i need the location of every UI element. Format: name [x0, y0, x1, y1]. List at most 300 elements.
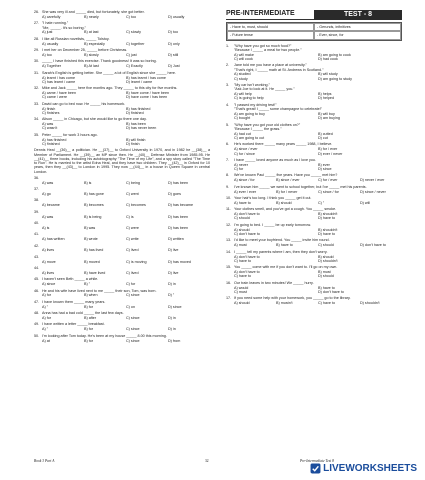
answer-option[interactable]: D) in	[168, 316, 176, 321]
answer-options	[234, 201, 402, 205]
answer-option[interactable]: A) carefully	[42, 14, 61, 19]
answer-option[interactable]: D) should	[318, 274, 334, 279]
question-stem	[34, 255, 210, 259]
question-text: I'm looking after Tom today. He's been at my house _____ 8.00 this morning.	[42, 333, 167, 338]
answer-options	[234, 112, 402, 121]
answer-option[interactable]: C) becomes	[126, 203, 146, 208]
answer-option[interactable]: A) was	[42, 180, 54, 185]
answer-options	[234, 255, 402, 264]
question-stem	[34, 59, 210, 63]
answer-option[interactable]: A) studied	[234, 72, 251, 77]
question-number: 29.	[34, 48, 40, 53]
answer-option[interactable]: D) helped	[318, 96, 334, 101]
answer-options	[42, 203, 210, 207]
answer-options	[42, 53, 210, 57]
question-stem	[226, 123, 402, 132]
question-item	[34, 117, 210, 130]
answer-option[interactable]: B) have to	[318, 285, 335, 290]
answer-option[interactable]: A) go	[42, 191, 51, 196]
question-item	[226, 238, 402, 247]
answer-option[interactable]: D) still	[168, 52, 179, 57]
answer-option[interactable]: D) have to	[318, 216, 336, 221]
answer-option[interactable]: A) am going to buy	[234, 111, 265, 116]
question-item	[226, 250, 402, 263]
question-text: Our train leaves in two minutes! We _____ hurry.	[234, 280, 314, 285]
answer-option[interactable]: C) should	[234, 216, 250, 221]
question-text: Your hair's too long. I think you _____ get it cut.	[234, 196, 312, 201]
answer-options	[42, 316, 210, 320]
answer-options	[42, 30, 210, 34]
answer-option[interactable]: C) lived	[126, 248, 139, 253]
answer-option[interactable]: B) especially	[84, 41, 105, 46]
answer-option[interactable]: B) for	[84, 327, 94, 332]
answer-option[interactable]: D) learnt / came	[126, 79, 153, 84]
answer-option[interactable]: C) have to	[234, 274, 252, 279]
answer-option[interactable]: A) for	[42, 293, 52, 298]
question-stem	[226, 103, 402, 112]
question-stem	[34, 37, 210, 41]
question-stem	[34, 21, 210, 30]
answer-option[interactable]: D) live	[168, 270, 179, 275]
answer-option[interactable]: A) just	[42, 30, 53, 35]
question-number: 33.	[34, 101, 40, 106]
answer-option[interactable]: A) never	[234, 162, 248, 167]
answer-option[interactable]: A) ever / ever	[234, 189, 257, 194]
answer-option[interactable]: A) must	[234, 243, 247, 248]
answer-option[interactable]: D) shouldn't	[318, 258, 338, 263]
answer-options	[42, 282, 210, 286]
question-text: I have known them _____ many years.	[42, 299, 106, 304]
answer-option[interactable]: A) don't have to	[234, 254, 260, 259]
question-number: 47.	[34, 299, 40, 304]
answer-option[interactable]: D) am going to study	[318, 76, 353, 81]
answer-option[interactable]: C) is	[126, 214, 134, 219]
answer-options	[42, 42, 210, 46]
answer-option[interactable]: A) would	[234, 285, 249, 290]
question-stem	[226, 185, 402, 189]
question-stem	[34, 266, 210, 270]
question-item	[34, 277, 210, 286]
answer-option[interactable]: A) was	[42, 122, 54, 127]
question-item	[34, 198, 210, 207]
question-text: She was very ill and _____ died, but fortunately, she got better.	[42, 10, 145, 14]
question-item	[34, 266, 210, 275]
answer-options	[234, 286, 402, 295]
question-item	[34, 86, 210, 99]
answer-option[interactable]: A) since / ever	[234, 147, 258, 152]
answer-option[interactable]: D) "	[168, 293, 175, 298]
answer-option[interactable]: C) will cook	[234, 56, 253, 61]
answer-option[interactable]: B) was	[84, 225, 96, 230]
answer-option[interactable]: C) have to	[234, 258, 252, 263]
answer-option[interactable]: B) have lived	[84, 270, 106, 275]
answer-option[interactable]: B) helps	[318, 92, 332, 97]
answer-option[interactable]: A) since / for	[234, 178, 255, 183]
answer-option[interactable]: D) in	[168, 282, 176, 287]
answer-option[interactable]: C) is moving	[126, 259, 147, 264]
answer-option[interactable]: A) finish	[42, 106, 56, 111]
question-item	[226, 196, 402, 205]
question-text: Sarah's English is getting better. She _____ a lot of English since she _____ here.	[42, 70, 176, 75]
answer-option[interactable]: C) just	[126, 52, 137, 57]
answer-option[interactable]: A) don't have to	[234, 212, 260, 217]
answer-option[interactable]: C) lived	[126, 270, 139, 275]
question-number: 37.	[34, 187, 40, 192]
question-number: 34.	[34, 117, 40, 122]
question-stem	[34, 10, 210, 14]
answer-option[interactable]: C) "	[318, 200, 325, 205]
answer-option[interactable]: A) should	[234, 301, 250, 306]
answer-option[interactable]: B) for / ever	[318, 147, 338, 152]
question-number: 27.	[34, 21, 40, 26]
answer-option[interactable]: B) has gone	[84, 191, 104, 196]
answer-option[interactable]: B) when	[84, 293, 98, 298]
answer-options	[42, 91, 210, 100]
answer-option[interactable]: C) is going to help	[234, 96, 264, 101]
answer-option[interactable]: A) has written	[42, 237, 65, 242]
answer-option[interactable]: A) learnt / has come	[42, 75, 75, 80]
question-number: 28.	[34, 36, 40, 41]
answer-option[interactable]: D) don't have to	[318, 289, 344, 294]
answer-option[interactable]: A) for	[42, 316, 52, 321]
question-number: 12.	[226, 222, 232, 227]
question-stem	[34, 102, 210, 106]
answer-options	[234, 53, 402, 62]
answer-option[interactable]: D) since	[318, 167, 332, 172]
answer-option[interactable]: D) from	[168, 338, 181, 343]
answer-options	[234, 190, 402, 194]
answer-option[interactable]: D) don't have to	[360, 243, 386, 248]
answer-option[interactable]: D) am buying	[318, 116, 340, 121]
answer-option[interactable]: D) written	[168, 237, 184, 242]
answer-option[interactable]: A) "	[42, 327, 49, 332]
question-stem	[34, 322, 210, 326]
question-number: 16.	[226, 280, 232, 285]
answer-option[interactable]: D) have to	[318, 231, 336, 236]
grammar-topic: - Have to, must, should	[227, 23, 314, 31]
answer-option[interactable]: C) finished	[42, 141, 60, 146]
answer-option[interactable]: B) has finished	[126, 106, 151, 111]
answer-options	[234, 163, 402, 172]
answer-option[interactable]: A) usually	[42, 41, 59, 46]
question-stem	[34, 86, 210, 90]
answer-option[interactable]: D) finished	[126, 110, 144, 115]
answer-option[interactable]: A) move	[42, 259, 56, 264]
answer-option[interactable]: A) don't have to	[234, 270, 260, 275]
answer-options	[42, 248, 210, 252]
answer-option[interactable]: C) Exactly	[126, 64, 143, 69]
answer-options	[234, 243, 402, 247]
question-stem	[34, 187, 210, 191]
right-column	[226, 10, 402, 308]
answer-option[interactable]: A) lives	[42, 248, 55, 253]
answer-option[interactable]: C) bought	[234, 116, 251, 121]
answer-option[interactable]: D) since	[168, 304, 182, 309]
answer-option[interactable]: B) will finish	[126, 137, 146, 142]
answer-option[interactable]: C) for	[234, 167, 244, 172]
answer-option[interactable]: D) have come / has been	[126, 95, 168, 100]
question-item	[34, 10, 210, 19]
question-item	[34, 187, 210, 196]
question-item	[34, 232, 210, 241]
answer-option[interactable]: C) slowly	[126, 30, 141, 35]
answer-option[interactable]: B) is	[84, 180, 92, 185]
question-number: 4.	[226, 102, 230, 107]
answer-option[interactable]: C) for / ever	[318, 178, 338, 183]
answer-option[interactable]: A) will help	[234, 92, 252, 97]
answer-option[interactable]: B) "	[84, 282, 91, 287]
question-number: 31.	[34, 70, 40, 75]
answer-option[interactable]: A) came / have been	[42, 91, 77, 96]
answer-option[interactable]: A) lives	[42, 270, 55, 275]
answer-option[interactable]: C) since	[126, 316, 140, 321]
question-item	[34, 133, 210, 146]
answer-option[interactable]: B) At last	[84, 64, 99, 69]
liveworksheets-logo[interactable]	[310, 463, 417, 475]
answer-option[interactable]: A) too	[42, 52, 52, 57]
answer-option[interactable]: B) has learnt / has come	[126, 75, 166, 80]
answer-option[interactable]: C) since	[126, 327, 140, 332]
question-text: Peter _____ for work 3 hours ago.	[42, 132, 98, 137]
answer-option[interactable]: C) don't have to	[234, 231, 260, 236]
answer-option[interactable]: B) is being	[84, 214, 102, 219]
footer-book: Book 3 Part A	[34, 459, 55, 463]
answer-options	[42, 237, 210, 241]
answer-option[interactable]: B) for	[84, 338, 94, 343]
answer-option[interactable]: B) shouldn't	[318, 227, 338, 232]
answer-option[interactable]: A) at	[42, 338, 50, 343]
grammar-topic: - Gerunds, infinitives	[314, 23, 401, 31]
question-item	[34, 210, 210, 219]
answer-option[interactable]: C) too	[126, 14, 137, 19]
answer-option[interactable]: D) live	[168, 248, 179, 253]
question-stem	[226, 142, 402, 146]
answer-option[interactable]: C) for / since	[234, 151, 255, 156]
answer-option[interactable]: B) should	[276, 200, 292, 205]
question-text: I'd like to meet your boyfriend. You _____ invite him round.	[234, 238, 330, 243]
answer-options	[234, 212, 402, 221]
question-number: 1.	[226, 43, 230, 48]
question-item	[34, 289, 210, 298]
question-item	[226, 44, 402, 62]
answer-option[interactable]: D) goes	[168, 191, 181, 196]
answer-option[interactable]: C) wasn't	[42, 126, 58, 131]
question-item	[34, 322, 210, 331]
answer-option[interactable]: C) study	[234, 76, 248, 81]
question-stem	[34, 133, 210, 137]
answer-option[interactable]: B) slowly	[84, 52, 99, 57]
logo-text: LIVEWORKSHEETS	[323, 463, 417, 474]
answer-option[interactable]: A) since	[42, 282, 56, 287]
answer-option[interactable]: D) Just	[168, 64, 180, 69]
answer-option[interactable]: D) will	[360, 200, 371, 205]
answer-option[interactable]: A) should	[234, 227, 250, 232]
answer-option[interactable]: C) since / for	[318, 189, 339, 194]
question-number: 39.	[34, 209, 40, 214]
question-stem	[226, 158, 402, 162]
question-stem	[34, 289, 210, 293]
answer-option[interactable]: B) has been	[126, 122, 146, 127]
question-stem	[226, 223, 402, 227]
answer-option[interactable]: C) should	[318, 243, 334, 248]
answer-option[interactable]: C) since	[126, 338, 140, 343]
answer-option[interactable]: A) will make	[234, 52, 254, 57]
test-header	[226, 10, 402, 20]
answer-option[interactable]: B) will study	[318, 72, 338, 77]
answer-option[interactable]: B) for / never	[276, 189, 298, 194]
answer-option[interactable]: B) must	[318, 270, 331, 275]
answer-options	[42, 107, 210, 116]
question-item	[34, 311, 210, 320]
answer-option[interactable]: D) finish	[126, 141, 140, 146]
answer-option[interactable]: D) had cook	[318, 56, 338, 61]
question-stem	[226, 250, 402, 254]
question-text: "I hate running." "Me, _____. It's so boring."	[42, 21, 86, 30]
question-stem	[34, 176, 210, 180]
question-item	[34, 255, 210, 264]
question-number: 17.	[226, 296, 232, 301]
answer-option[interactable]: B) nearly	[84, 14, 99, 19]
question-item	[34, 37, 210, 46]
answer-option[interactable]: A) was	[42, 214, 54, 219]
question-number: 7.	[226, 157, 230, 162]
answer-option[interactable]: B) will buy	[318, 111, 335, 116]
question-number: 15.	[226, 265, 232, 270]
question-text: I'm going to bed. I _____ be up early tomorrow.	[234, 222, 311, 227]
answer-option[interactable]: D) has never been	[126, 126, 157, 131]
question-stem	[34, 311, 210, 315]
answer-option[interactable]: B) wrote	[84, 237, 98, 242]
answer-option[interactable]: B) at last	[84, 30, 99, 35]
answer-option[interactable]: B) shouldn't	[318, 212, 338, 217]
question-text: "Why have you got your old clothes on?" "Because I _____ the grass."	[234, 122, 301, 131]
question-stem	[226, 238, 402, 242]
question-item	[226, 103, 402, 121]
answer-option[interactable]: B) cutted	[318, 131, 333, 136]
question-number: 5.	[226, 122, 230, 127]
answer-option[interactable]: D) has been	[168, 214, 189, 219]
answer-option[interactable]: C) since	[126, 293, 140, 298]
answer-options	[42, 15, 210, 19]
answer-option[interactable]: D) has became	[168, 203, 194, 208]
answer-option[interactable]: A) has finished	[42, 137, 67, 142]
answer-option[interactable]: B) moved	[84, 259, 100, 264]
question-number: 9.	[226, 184, 230, 189]
answer-option[interactable]: D) never / ever	[360, 178, 385, 183]
answer-options	[42, 215, 210, 219]
answer-option[interactable]: B) have come / have been	[126, 91, 170, 96]
question-number: 6.	[226, 142, 230, 147]
question-text: We've known Paul _____ five years. Have you _____ met him?	[234, 173, 338, 178]
answer-option[interactable]: C) must	[234, 289, 247, 294]
answer-option[interactable]: B) for	[84, 304, 94, 309]
answer-option[interactable]: B) should	[318, 254, 334, 259]
question-text: I met her on December 25, _____ before Christmas.	[42, 48, 128, 53]
answer-option[interactable]: B) am going to cook	[318, 52, 351, 57]
answer-option[interactable]: C) finishes	[42, 110, 60, 115]
answer-option[interactable]: A) had cut	[234, 131, 251, 136]
answer-option[interactable]: B) has lived	[84, 248, 104, 253]
answer-option[interactable]: D) ever / never	[318, 151, 343, 156]
question-item	[226, 281, 402, 294]
answer-option[interactable]: B) mustn't	[276, 301, 293, 306]
answer-option[interactable]: C) were	[126, 225, 139, 230]
answer-option[interactable]: C) for	[126, 282, 136, 287]
answer-option[interactable]: C) on	[126, 304, 136, 309]
answer-option[interactable]: C) have to	[318, 301, 336, 306]
answer-option[interactable]: D) has been	[168, 225, 189, 230]
answer-option[interactable]: D) usually	[168, 14, 185, 19]
question-stem	[34, 198, 210, 202]
question-stem	[34, 244, 210, 248]
answer-option[interactable]: A) have to	[234, 200, 251, 205]
answer-option[interactable]: C) has learnt / came	[42, 79, 76, 84]
answer-options	[42, 192, 210, 196]
answer-option[interactable]: D) cut	[318, 135, 328, 140]
answer-options	[234, 92, 402, 101]
question-number: 45.	[34, 277, 40, 282]
answer-option[interactable]: A) Together	[42, 64, 61, 69]
question-text: I like all Russian novelists, _____ Tolstoy.	[42, 36, 110, 41]
answer-option[interactable]: C) went	[126, 191, 139, 196]
question-number: 46.	[34, 288, 40, 293]
answer-option[interactable]: D) has been	[168, 180, 189, 185]
question-number: 2.	[226, 63, 230, 68]
answer-option[interactable]: D) in	[168, 327, 176, 332]
question-number: 42.	[34, 243, 40, 248]
answer-option[interactable]: A) became	[42, 203, 60, 208]
question-stem	[226, 207, 402, 211]
answer-option[interactable]: B) after	[84, 316, 97, 321]
question-stem	[34, 221, 210, 225]
answer-option[interactable]: D) too	[168, 30, 179, 35]
answer-option[interactable]: D) since / never	[360, 189, 386, 194]
answer-option[interactable]: A) is	[42, 225, 50, 230]
answer-option[interactable]: C) came / were	[42, 95, 67, 100]
question-number: 32.	[34, 86, 40, 91]
answer-option[interactable]: A) "	[42, 304, 49, 309]
question-item	[34, 244, 210, 253]
question-item	[226, 63, 402, 81]
answer-options	[42, 181, 210, 185]
answer-option[interactable]: C) being	[126, 180, 140, 185]
question-text: Your clothes smell, and you've got a cough. You _____ smoke.	[234, 207, 337, 212]
question-stem	[34, 210, 210, 214]
answer-option[interactable]: B) ever	[318, 162, 330, 167]
question-item	[34, 21, 210, 34]
answer-option[interactable]: C) write	[126, 237, 139, 242]
question-text: I've known him _____ we went to school together, but I've _____ met his parents.	[234, 184, 367, 189]
question-text: You _____ come with me if you don't want to. I'll go on my own.	[234, 265, 338, 270]
question-item	[226, 296, 402, 305]
question-text: I have _____ loved anyone as much as I love you.	[234, 157, 316, 162]
answer-options	[42, 76, 210, 85]
answer-option[interactable]: D) shouldn't	[360, 301, 380, 306]
question-stem	[34, 277, 210, 281]
question-number: 43.	[34, 254, 40, 259]
answer-option[interactable]: B) since / ever	[276, 178, 300, 183]
question-number: 50.	[34, 333, 40, 338]
answer-option[interactable]: D) only	[168, 41, 180, 46]
answer-option[interactable]: C) together	[126, 41, 145, 46]
answer-option[interactable]: B) have to	[276, 243, 293, 248]
question-number: 48.	[34, 311, 40, 316]
answer-option[interactable]: D) has moved	[168, 259, 191, 264]
answer-option[interactable]: C) am going to cut	[234, 135, 265, 140]
answer-options	[42, 138, 210, 147]
answer-option[interactable]: B) becomes	[84, 203, 104, 208]
question-text: Jane told me you have a place at university." "That's right, I _____ math at St. Andrews in Scotland."	[234, 63, 324, 72]
